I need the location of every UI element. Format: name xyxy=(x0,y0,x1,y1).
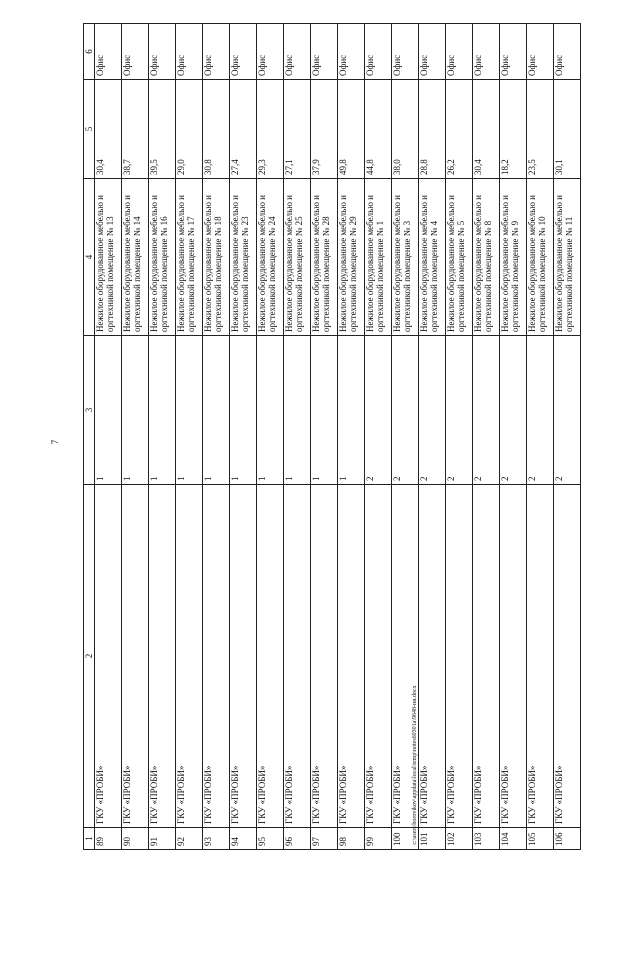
area-cell: 30,4 xyxy=(473,80,500,179)
organization-cell: ГКУ «ПРОБИ» xyxy=(230,485,257,828)
area-cell: 26,2 xyxy=(446,80,473,179)
area-cell: 38,7 xyxy=(122,80,149,179)
organization-cell: ГКУ «ПРОБИ» xyxy=(446,485,473,828)
file-path-footer: c:\users\borovikov\appdata\local\temp\notes60301a\9648-ни.docx xyxy=(412,685,418,845)
area-cell: 30,1 xyxy=(554,80,581,179)
organization-cell: ГКУ «ПРОБИ» xyxy=(554,485,581,828)
floor-cell: 2 xyxy=(500,336,527,485)
floor-cell: 1 xyxy=(284,336,311,485)
area-cell: 18,2 xyxy=(500,80,527,179)
purpose-cell: Офис xyxy=(95,24,122,80)
premises-description-cell: Нежилое оборудованное мебелью и оргтехникой помещение № 24 xyxy=(257,179,284,336)
area-cell: 28,8 xyxy=(419,80,446,179)
premises-description-cell: Нежилое оборудованное мебелью и оргтехникой помещение № 4 xyxy=(419,179,446,336)
premises-description-cell: Нежилое оборудованное мебелью и оргтехникой помещение № 10 xyxy=(527,179,554,336)
purpose-cell: Офис xyxy=(392,24,419,80)
purpose-cell: Офис xyxy=(230,24,257,80)
purpose-cell: Офис xyxy=(446,24,473,80)
purpose-cell: Офис xyxy=(284,24,311,80)
premises-description-cell: Нежилое оборудованное мебелью и оргтехникой помещение № 13 xyxy=(95,179,122,336)
table-row xyxy=(176,24,203,850)
area-cell: 49,8 xyxy=(338,80,365,179)
organization-cell: ГКУ «ПРОБИ» xyxy=(257,485,284,828)
organization-cell: ГКУ «ПРОБИ» xyxy=(500,485,527,828)
table-row xyxy=(419,24,446,850)
table-row xyxy=(338,24,365,850)
table-body xyxy=(95,24,581,850)
table-row xyxy=(554,24,581,850)
table-row xyxy=(203,24,230,850)
page-number: 7 xyxy=(50,439,60,445)
row-number: 103 xyxy=(473,828,500,850)
table-row xyxy=(500,24,527,850)
floor-cell: 2 xyxy=(419,336,446,485)
premises-description-cell: Нежилое оборудованное мебелью и оргтехникой помещение № 8 xyxy=(473,179,500,336)
table-row xyxy=(527,24,554,850)
row-number: 98 xyxy=(338,828,365,850)
purpose-cell: Офис xyxy=(554,24,581,80)
purpose-cell: Офис xyxy=(122,24,149,80)
organization-cell: ГКУ «ПРОБИ» xyxy=(365,485,392,828)
column-header: 6 xyxy=(84,24,95,80)
row-number: 89 xyxy=(95,828,122,850)
table-row xyxy=(311,24,338,850)
premises-description-cell: Нежилое оборудованное мебелью и оргтехникой помещение № 25 xyxy=(284,179,311,336)
premises-description-cell: Нежилое оборудованное мебелью и оргтехникой помещение № 5 xyxy=(446,179,473,336)
purpose-cell: Офис xyxy=(176,24,203,80)
column-header: 5 xyxy=(84,80,95,179)
premises-description-cell: Нежилое оборудованное мебелью и оргтехникой помещение № 11 xyxy=(554,179,581,336)
floor-cell: 1 xyxy=(122,336,149,485)
organization-cell: ГКУ «ПРОБИ» xyxy=(203,485,230,828)
row-number: 96 xyxy=(284,828,311,850)
column-header: 3 xyxy=(84,336,95,485)
area-cell: 38,0 xyxy=(392,80,419,179)
purpose-cell: Офис xyxy=(365,24,392,80)
organization-cell: ГКУ «ПРОБИ» xyxy=(149,485,176,828)
table-row xyxy=(230,24,257,850)
table-row xyxy=(365,24,392,850)
row-number: 104 xyxy=(500,828,527,850)
floor-cell: 2 xyxy=(446,336,473,485)
premises-description-cell: Нежилое оборудованное мебелью и оргтехникой помещение № 18 xyxy=(203,179,230,336)
area-cell: 27,4 xyxy=(230,80,257,179)
table-row xyxy=(257,24,284,850)
organization-cell: ГКУ «ПРОБИ» xyxy=(122,485,149,828)
area-cell: 39,5 xyxy=(149,80,176,179)
row-number: 90 xyxy=(122,828,149,850)
organization-cell: ГКУ «ПРОБИ» xyxy=(95,485,122,828)
row-number: 92 xyxy=(176,828,203,850)
premises-description-cell: Нежилое оборудованное мебелью и оргтехникой помещение № 23 xyxy=(230,179,257,336)
table-row xyxy=(446,24,473,850)
purpose-cell: Офис xyxy=(311,24,338,80)
purpose-cell: Офис xyxy=(527,24,554,80)
organization-cell: ГКУ «ПРОБИ» xyxy=(473,485,500,828)
premises-description-cell: Нежилое оборудованное мебелью и оргтехникой помещение № 1 xyxy=(365,179,392,336)
purpose-cell: Офис xyxy=(473,24,500,80)
premises-description-cell: Нежилое оборудованное мебелью и оргтехникой помещение № 28 xyxy=(311,179,338,336)
area-cell: 29,0 xyxy=(176,80,203,179)
floor-cell: 2 xyxy=(365,336,392,485)
area-cell: 37,9 xyxy=(311,80,338,179)
purpose-cell: Офис xyxy=(257,24,284,80)
premises-description-cell: Нежилое оборудованное мебелью и оргтехникой помещение № 29 xyxy=(338,179,365,336)
floor-cell: 1 xyxy=(203,336,230,485)
floor-cell: 2 xyxy=(392,336,419,485)
floor-cell: 1 xyxy=(257,336,284,485)
table-header-row xyxy=(84,24,95,850)
row-number: 100 xyxy=(392,828,419,850)
row-number: 105 xyxy=(527,828,554,850)
purpose-cell: Офис xyxy=(338,24,365,80)
table-row xyxy=(149,24,176,850)
table-row xyxy=(473,24,500,850)
row-number: 102 xyxy=(446,828,473,850)
organization-cell: ГКУ «ПРОБИ» xyxy=(527,485,554,828)
premises-description-cell: Нежилое оборудованное мебелью и оргтехникой помещение № 14 xyxy=(122,179,149,336)
row-number: 95 xyxy=(257,828,284,850)
organization-cell: ГКУ «ПРОБИ» xyxy=(419,485,446,828)
area-cell: 27,1 xyxy=(284,80,311,179)
area-cell: 29,3 xyxy=(257,80,284,179)
area-cell: 30,8 xyxy=(203,80,230,179)
column-header: 1 xyxy=(84,828,95,850)
area-cell: 44,8 xyxy=(365,80,392,179)
premises-description-cell: Нежилое оборудованное мебелью и оргтехникой помещение № 17 xyxy=(176,179,203,336)
area-cell: 23,5 xyxy=(527,80,554,179)
table-row xyxy=(95,24,122,850)
floor-cell: 1 xyxy=(176,336,203,485)
row-number: 99 xyxy=(365,828,392,850)
purpose-cell: Офис xyxy=(203,24,230,80)
row-number: 93 xyxy=(203,828,230,850)
premises-description-cell: Нежилое оборудованное мебелью и оргтехникой помещение № 3 xyxy=(392,179,419,336)
floor-cell: 1 xyxy=(230,336,257,485)
floor-cell: 2 xyxy=(554,336,581,485)
table-row xyxy=(122,24,149,850)
row-number: 106 xyxy=(554,828,581,850)
purpose-cell: Офис xyxy=(149,24,176,80)
floor-cell: 1 xyxy=(95,336,122,485)
floor-cell: 1 xyxy=(311,336,338,485)
premises-description-cell: Нежилое оборудованное мебелью и оргтехникой помещение № 16 xyxy=(149,179,176,336)
organization-cell: ГКУ «ПРОБИ» xyxy=(392,485,419,828)
purpose-cell: Офис xyxy=(419,24,446,80)
premises-description-cell: Нежилое оборудованное мебелью и оргтехникой помещение № 9 xyxy=(500,179,527,336)
organization-cell: ГКУ «ПРОБИ» xyxy=(176,485,203,828)
table-row xyxy=(284,24,311,850)
column-header: 4 xyxy=(84,179,95,336)
property-table xyxy=(83,30,593,850)
row-number: 94 xyxy=(230,828,257,850)
row-number: 101 xyxy=(419,828,446,850)
floor-cell: 2 xyxy=(527,336,554,485)
floor-cell: 1 xyxy=(338,336,365,485)
floor-cell: 1 xyxy=(149,336,176,485)
row-number: 91 xyxy=(149,828,176,850)
organization-cell: ГКУ «ПРОБИ» xyxy=(284,485,311,828)
area-cell: 30,4 xyxy=(95,80,122,179)
column-header: 2 xyxy=(84,485,95,828)
purpose-cell: Офис xyxy=(500,24,527,80)
organization-cell: ГКУ «ПРОБИ» xyxy=(338,485,365,828)
organization-cell: ГКУ «ПРОБИ» xyxy=(311,485,338,828)
floor-cell: 2 xyxy=(473,336,500,485)
row-number: 97 xyxy=(311,828,338,850)
